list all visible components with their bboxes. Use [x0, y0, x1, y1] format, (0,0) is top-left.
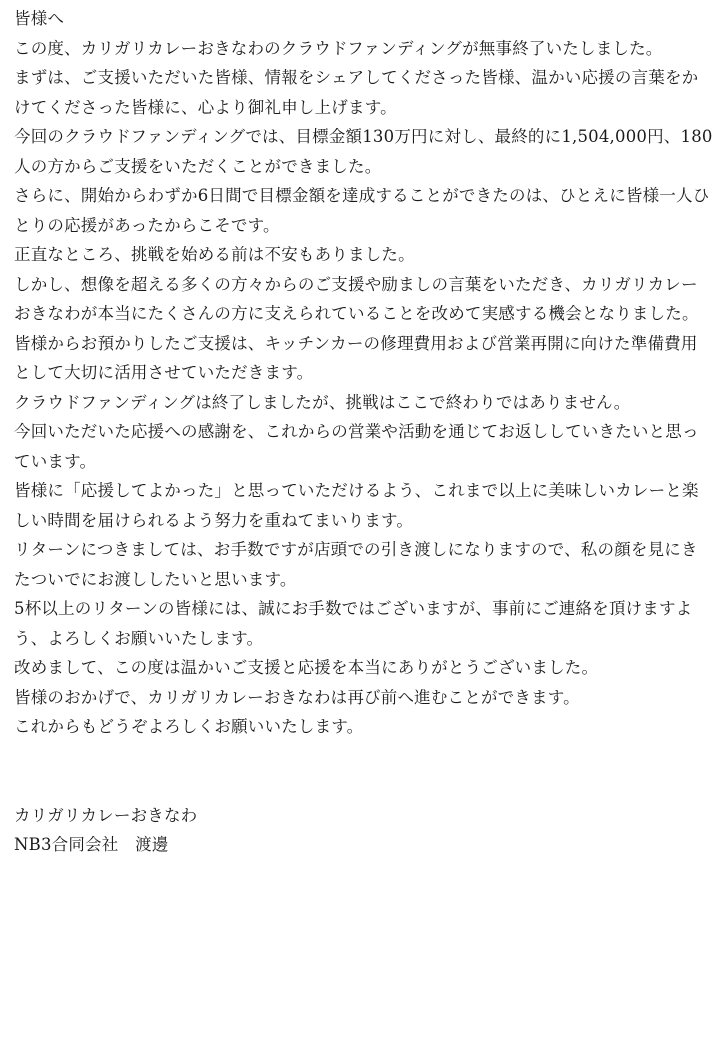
paragraph: さらに、開始からわずか6日間で目標金額を達成することができたのは、ひとえに皆様一人ひとりの応援があったからこそです。	[14, 186, 710, 235]
paragraph: 今回のクラウドファンディングでは、目標金額130万円に対し、最終的に1,504,000円、180人の方からご支援をいただくことができました。	[14, 127, 713, 176]
paragraph: 今回いただいた応援への感謝を、これからの営業や活動を通じてお返ししていきたいと思っています。	[14, 422, 699, 471]
paragraph: 改めまして、この度は温かいご支援と応援を本当にありがとうございました。	[14, 658, 599, 677]
paragraph: 正直なところ、挑戦を始める前は不安もありました。	[14, 245, 415, 264]
paragraph: まずは、ご支援いただいた皆様、情報をシェアしてくださった皆様、温かい応援の言葉をかけてくださった皆様に、心より御礼申し上げます。	[14, 68, 699, 117]
signature-shop: カリガリカレーおきなわ	[14, 805, 198, 825]
paragraph: 皆様からお預かりしたご支援は、キッチンカーの修理費用および営業再開に向けた準備費用として大切に活用させていただきます。	[14, 333, 698, 382]
paragraph: 皆様に「応援してよかった」と思っていただけるよう、これまで以上に美味しいカレーと楽しい時間を届けられるよう努力を重ねてまいります。	[14, 481, 699, 530]
paragraph: 5杯以上のリターンの皆様には、誠にお手数ではございますが、事前にご連絡を頂けますよう、よろしくお願いいたします。	[14, 599, 693, 648]
paragraph: 皆様のおかげで、カリガリカレーおきなわは再び前へ進むことができます。	[14, 687, 580, 707]
letter-document	[14, 4, 714, 860]
signature-company-name: NB3合同会社 渡邊	[14, 835, 169, 854]
paragraph: この度、カリガリカレーおきなわのクラウドファンディングが無事終了いたしました。	[14, 38, 663, 58]
paragraph: クラウドファンディングは終了しましたが、挑戦はここで終わりではありません。	[14, 392, 631, 412]
spacer	[14, 742, 714, 801]
paragraph: リターンにつきましては、お手数ですが店頭での引き渡しになりますので、私の顔を見にきたついでにお渡ししたいと思います。	[14, 540, 698, 589]
closing-line: これからもどうぞよろしくお願いいたします。	[14, 717, 364, 736]
paragraph: しかし、想像を超える多くの方々からのご支援や励ましの言葉をいただき、カリガリカレーおきなわが本当にたくさんの方に支えられていることを改めて実感する機会となりました。	[14, 274, 699, 323]
salutation: 皆様へ	[14, 9, 65, 28]
